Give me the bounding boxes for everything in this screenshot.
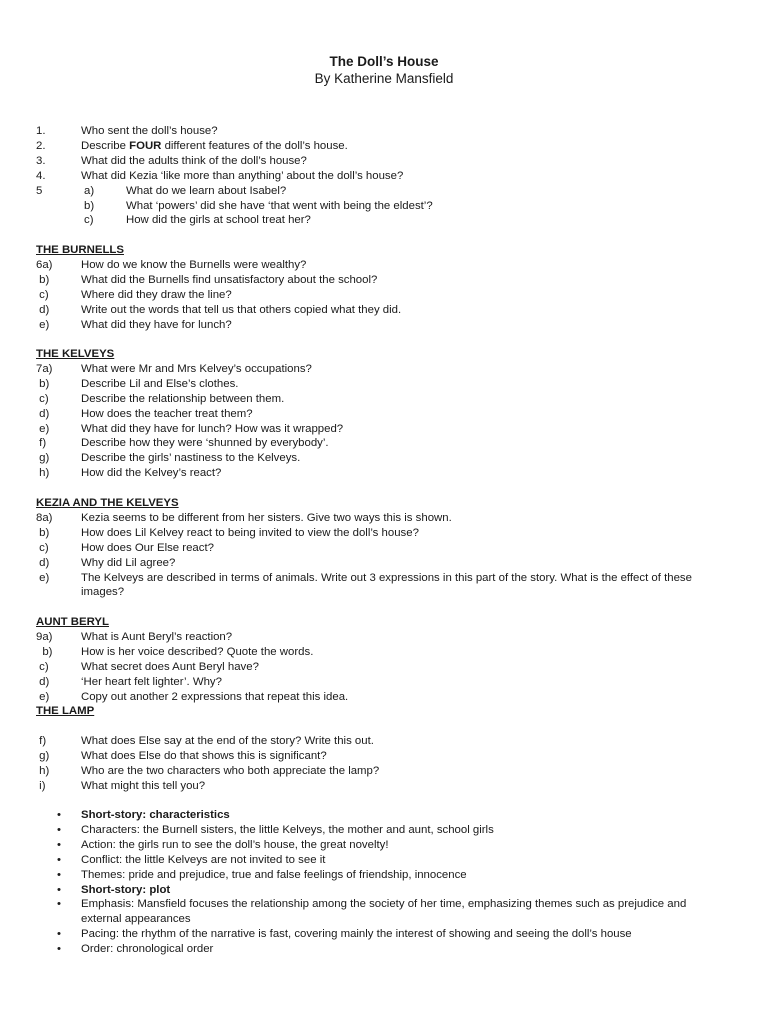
bullet-text: Pacing: the rhythm of the narrative is fast, covering mainly the interest of showing and seeing the doll’s house: [81, 928, 632, 941]
question-number: f): [36, 437, 47, 450]
question-number: c): [36, 288, 49, 301]
section-heading: THE BURNELLS: [36, 244, 124, 256]
bullet-icon: •: [57, 943, 61, 956]
question-number: 2.: [36, 139, 46, 152]
notes-bullet-list: [36, 808, 726, 957]
question-number: 7a): [36, 362, 53, 375]
question-text: What did Kezia ‘like more than anything’ about the doll’s house?: [81, 169, 404, 182]
question-text: What did they have for lunch? How was it wrapped?: [81, 422, 344, 435]
question-row: [36, 124, 736, 139]
question-number: e): [36, 571, 50, 584]
bullet-icon: •: [57, 883, 61, 896]
question-text: What secret does Aunt Beryl have?: [81, 660, 259, 673]
question-number: f): [36, 735, 47, 747]
question-text: How is her voice described? Quote the words.: [81, 645, 314, 658]
bullet-text: Themes: pride and prejudice, true and false feelings of friendship, innocence: [81, 868, 467, 881]
question-number: d): [36, 556, 50, 569]
question-text: Kezia seems to be different from her sisters. Give two ways this is shown.: [81, 511, 452, 524]
section-aunt-beryl: [36, 615, 736, 719]
question-number: d): [36, 407, 50, 420]
question-number: h): [36, 467, 50, 480]
question-number: c): [36, 541, 49, 554]
question-row: [36, 139, 736, 154]
question-text: Describe how they were ‘shunned by everybody’.: [81, 437, 329, 450]
bullet-icon: •: [57, 898, 61, 911]
bullet-item: [36, 883, 726, 898]
question-text: Describe the relationship between them.: [81, 392, 285, 405]
document-title: The Doll’s House: [329, 54, 439, 69]
question-text: What does Else say at the end of the story? Write this out.: [81, 735, 374, 747]
question-row: [36, 154, 736, 169]
bullet-icon: •: [57, 823, 61, 836]
bullet-text: Conflict: the little Kelveys are not invited to see it: [81, 853, 326, 866]
question-text: What is Aunt Beryl’s reaction?: [81, 630, 233, 643]
question-text: How does the teacher treat them?: [81, 407, 253, 420]
question-text: What were Mr and Mrs Kelvey’s occupations?: [81, 362, 312, 375]
section-heading: THE LAMP: [36, 705, 95, 718]
question-text-post: different features of the doll’s house.: [161, 139, 348, 152]
question-text: What do we learn about Isabel?: [126, 184, 287, 197]
question-number: b): [36, 273, 50, 286]
bullet-icon: •: [57, 928, 61, 941]
question-text: What did the adults think of the doll’s house?: [81, 154, 307, 167]
question-text: Where did they draw the line?: [81, 288, 232, 301]
question-number: d): [36, 303, 50, 316]
question-text: What did they have for lunch?: [81, 318, 232, 331]
question-text: Why did Lil agree?: [81, 556, 176, 569]
sub-question-label: a): [84, 184, 95, 197]
bullet-item: [36, 897, 726, 927]
question-number: e): [36, 690, 50, 703]
bullet-item: [36, 868, 726, 883]
question-number: 8a): [36, 511, 53, 524]
bullet-text: Emphasis: Mansfield focuses the relationship among the society of her time, emphasizing themes such as prejudice and external appearances: [81, 898, 687, 926]
bullet-icon: •: [57, 809, 61, 821]
bullet-item: [36, 823, 726, 838]
question-number: c): [36, 392, 49, 405]
bullet-item: [36, 927, 726, 942]
bullet-text: Short-story: characteristics: [81, 809, 230, 821]
section-lamp: [36, 734, 736, 794]
question-number: 4.: [36, 169, 46, 182]
question-text: How did the girls at school treat her?: [126, 214, 311, 227]
question-number: h): [36, 764, 50, 777]
sub-question-label: c): [84, 214, 94, 227]
bullet-text: Characters: the Burnell sisters, the little Kelveys, the mother and aunt, school girls: [81, 823, 494, 836]
bullet-text: Action: the girls run to see the doll’s house, the great novelty!: [81, 838, 389, 851]
question-text: Who are the two characters who both appreciate the lamp?: [81, 764, 380, 777]
document-author: By Katherine Mansfield: [314, 71, 454, 86]
question-text-pre: Describe: [81, 139, 130, 152]
question-text: What did the Burnells find unsatisfactory about the school?: [81, 273, 378, 286]
section-kezia-and-kelveys: [36, 496, 736, 600]
question-text: What ‘powers’ did she have ‘that went with being the eldest’?: [126, 199, 433, 212]
bullet-text: Order: chronological order: [81, 943, 214, 956]
question-number: g): [36, 452, 50, 465]
bullet-item: [36, 838, 726, 853]
question-row: [36, 199, 736, 214]
bullet-item: [36, 853, 726, 868]
section-heading: THE KELVEYS: [36, 348, 115, 360]
question-number: 9a): [36, 630, 53, 643]
question-number: b): [36, 526, 50, 539]
section-kelveys: [36, 347, 736, 481]
question-number: b): [36, 645, 53, 658]
question-text-emphasis: FOUR: [129, 139, 162, 152]
question-number: e): [36, 422, 50, 435]
bullet-item: [36, 942, 726, 957]
section-heading: AUNT BERYL: [36, 616, 109, 628]
sub-question-label: b): [84, 199, 95, 212]
question-text: How did the Kelvey’s react?: [81, 467, 222, 480]
question-text: ‘Her heart felt lighter’. Why?: [81, 675, 222, 688]
question-text: How does Lil Kelvey react to being invited to view the doll’s house?: [81, 526, 419, 539]
question-number: b): [36, 377, 50, 390]
question-row: [36, 169, 736, 184]
question-text: How does Our Else react?: [81, 541, 214, 554]
question-number: 6a): [36, 258, 53, 271]
question-number: c): [36, 660, 49, 673]
section-burnells: [36, 243, 736, 332]
bullet-icon: •: [57, 853, 61, 866]
intro-questions: [36, 124, 736, 228]
question-number: 5: [36, 184, 43, 197]
section-heading: KEZIA AND THE KELVEYS: [36, 497, 179, 509]
bullet-item: [36, 808, 726, 823]
question-text: Describe Lil and Else’s clothes.: [81, 377, 239, 390]
question-number: i): [36, 779, 46, 792]
question-number: d): [36, 675, 50, 688]
question-row: [36, 213, 736, 228]
question-text: Write out the words that tell us that others copied what they did.: [81, 303, 402, 316]
question-text: What might this tell you?: [81, 779, 206, 792]
question-text: The Kelveys are described in terms of animals. Write out 3 expressions in this part of the story. What is the effect of these images?: [81, 571, 692, 599]
question-text: Copy out another 2 expressions that repeat this idea.: [81, 690, 349, 703]
question-text: Describe the girls’ nastiness to the Kelveys.: [81, 452, 301, 465]
question-number: e): [36, 318, 50, 331]
question-text: Who sent the doll’s house?: [81, 125, 218, 137]
bullet-text: Short-story: plot: [81, 883, 171, 896]
bullet-icon: •: [57, 838, 61, 851]
question-number: g): [36, 749, 50, 762]
bullet-icon: •: [57, 868, 61, 881]
question-row: [36, 184, 736, 199]
question-text: [36, 139, 736, 154]
question-number: 1.: [36, 125, 46, 137]
question-number: 3.: [36, 154, 46, 167]
question-text: What does Else do that shows this is significant?: [81, 749, 327, 762]
question-text: How do we know the Burnells were wealthy?: [81, 258, 307, 271]
